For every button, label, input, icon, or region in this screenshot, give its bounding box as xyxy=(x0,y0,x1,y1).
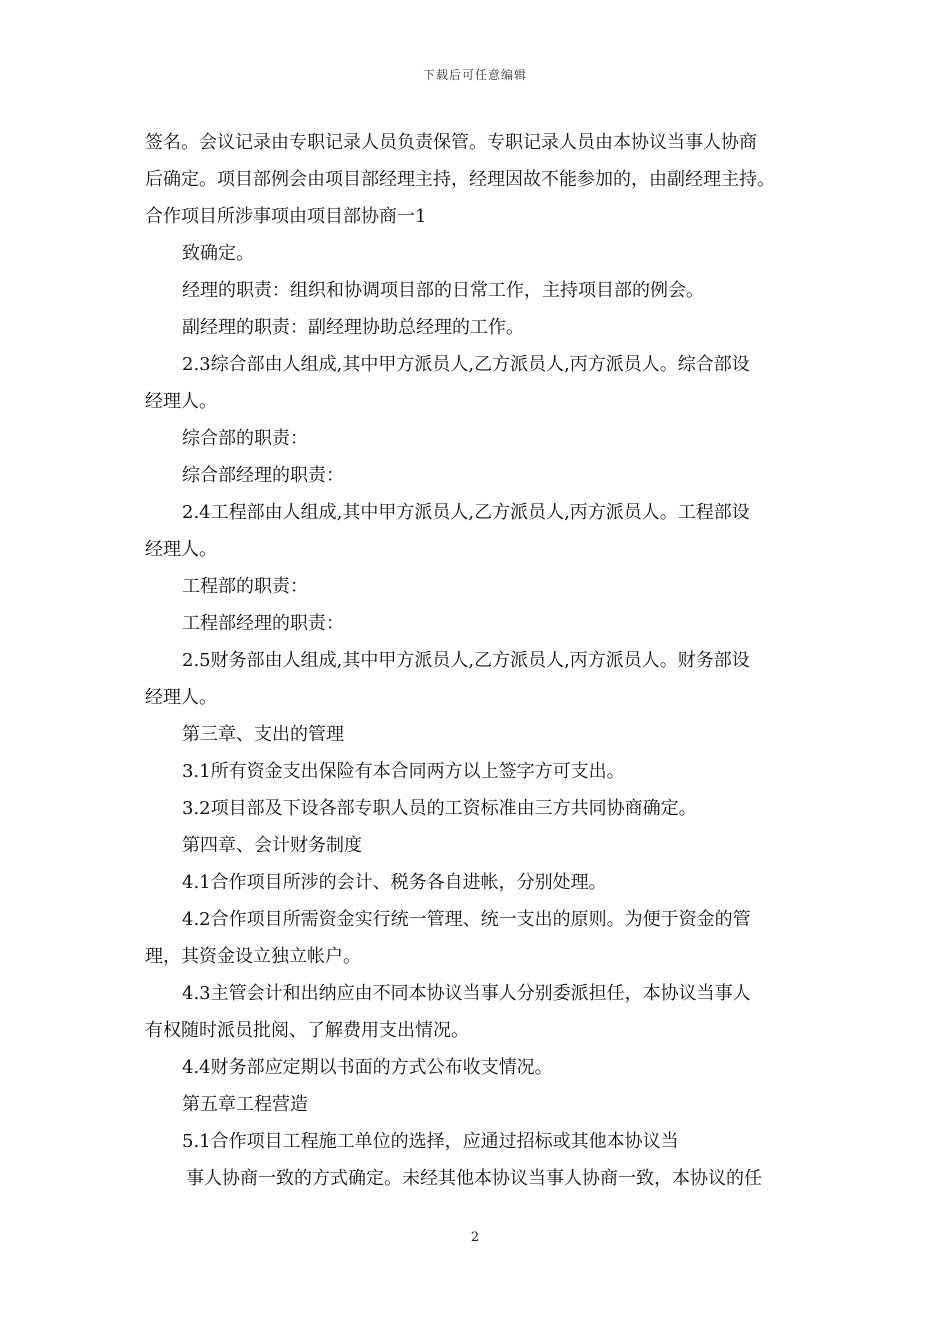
text-line: 3.2项目部及下设各部专职人员的工资标准由三方共同协商确定。 xyxy=(182,798,697,819)
text-line: 工程部经理的职责： xyxy=(182,613,344,634)
text-line: 3.1所有资金支出保险有本合同两方以上签字方可支出。 xyxy=(182,761,625,782)
chapter-heading: 第四章、会计财务制度 xyxy=(182,835,362,856)
text-line: 2.5财务部由人组成,其中甲方派员人,乙方派员人,丙方派员人。财务部设 xyxy=(182,650,750,671)
text-line: 2.3综合部由人组成,其中甲方派员人,乙方派员人,丙方派员人。综合部设 xyxy=(182,354,750,375)
text-line: 后确定。项目部例会由项目部经理主持，经理因故不能参加的，由副经理主持。 xyxy=(145,169,775,190)
document-body xyxy=(145,124,810,1197)
text-line: 有权随时派员批阅、了解费用支出情况。 xyxy=(145,1020,469,1041)
text-line: 综合部经理的职责： xyxy=(182,465,344,486)
text-line: 经理人。 xyxy=(145,391,217,412)
text-line: 签名。会议记录由专职记录人员负责保管。专职记录人员由本协议当事人协商 xyxy=(145,132,757,153)
page-number: 2 xyxy=(470,1230,480,1245)
chapter-heading: 第三章、支出的管理 xyxy=(182,724,344,745)
text-line: 4.2合作项目所需资金实行统一管理、统一支出的原则。为便于资金的管 xyxy=(182,909,751,930)
text-line: 综合部的职责： xyxy=(182,428,308,449)
text-line: 2.4工程部由人组成,其中甲方派员人,乙方派员人,丙方派员人。工程部设 xyxy=(182,502,750,523)
text-line: 4.1合作项目所涉的会计、税务各自进帐，分别处理。 xyxy=(182,872,607,893)
chapter-heading: 第五章工程营造 xyxy=(182,1094,308,1115)
text-line: 5.1合作项目工程施工单位的选择，应通过招标或其他本协议当 xyxy=(182,1131,679,1152)
header-note: 下载后可任意编辑 xyxy=(422,68,527,82)
text-line: 经理的职责：组织和协调项目部的日常工作，主持项目部的例会。 xyxy=(182,280,704,301)
text-line: 事人协商一致的方式确定。未经其他本协议当事人协商一致，本协议的任 xyxy=(186,1168,762,1189)
text-line: 经理人。 xyxy=(145,539,217,560)
text-line: 工程部的职责： xyxy=(182,576,308,597)
text-line: 理，其资金设立独立帐户。 xyxy=(145,946,361,967)
text-line: 经理人。 xyxy=(145,687,217,708)
text-line: 4.4财务部应定期以书面的方式公布收支情况。 xyxy=(182,1057,553,1078)
text-line: 4.3主管会计和出纳应由不同本协议当事人分别委派担任，本协议当事人 xyxy=(182,983,751,1004)
text-line: 副经理的职责：副经理协助总经理的工作。 xyxy=(182,317,524,338)
text-line: 合作项目所涉事项由项目部协商一1 xyxy=(145,206,427,227)
text-line: 致确定。 xyxy=(182,243,254,264)
